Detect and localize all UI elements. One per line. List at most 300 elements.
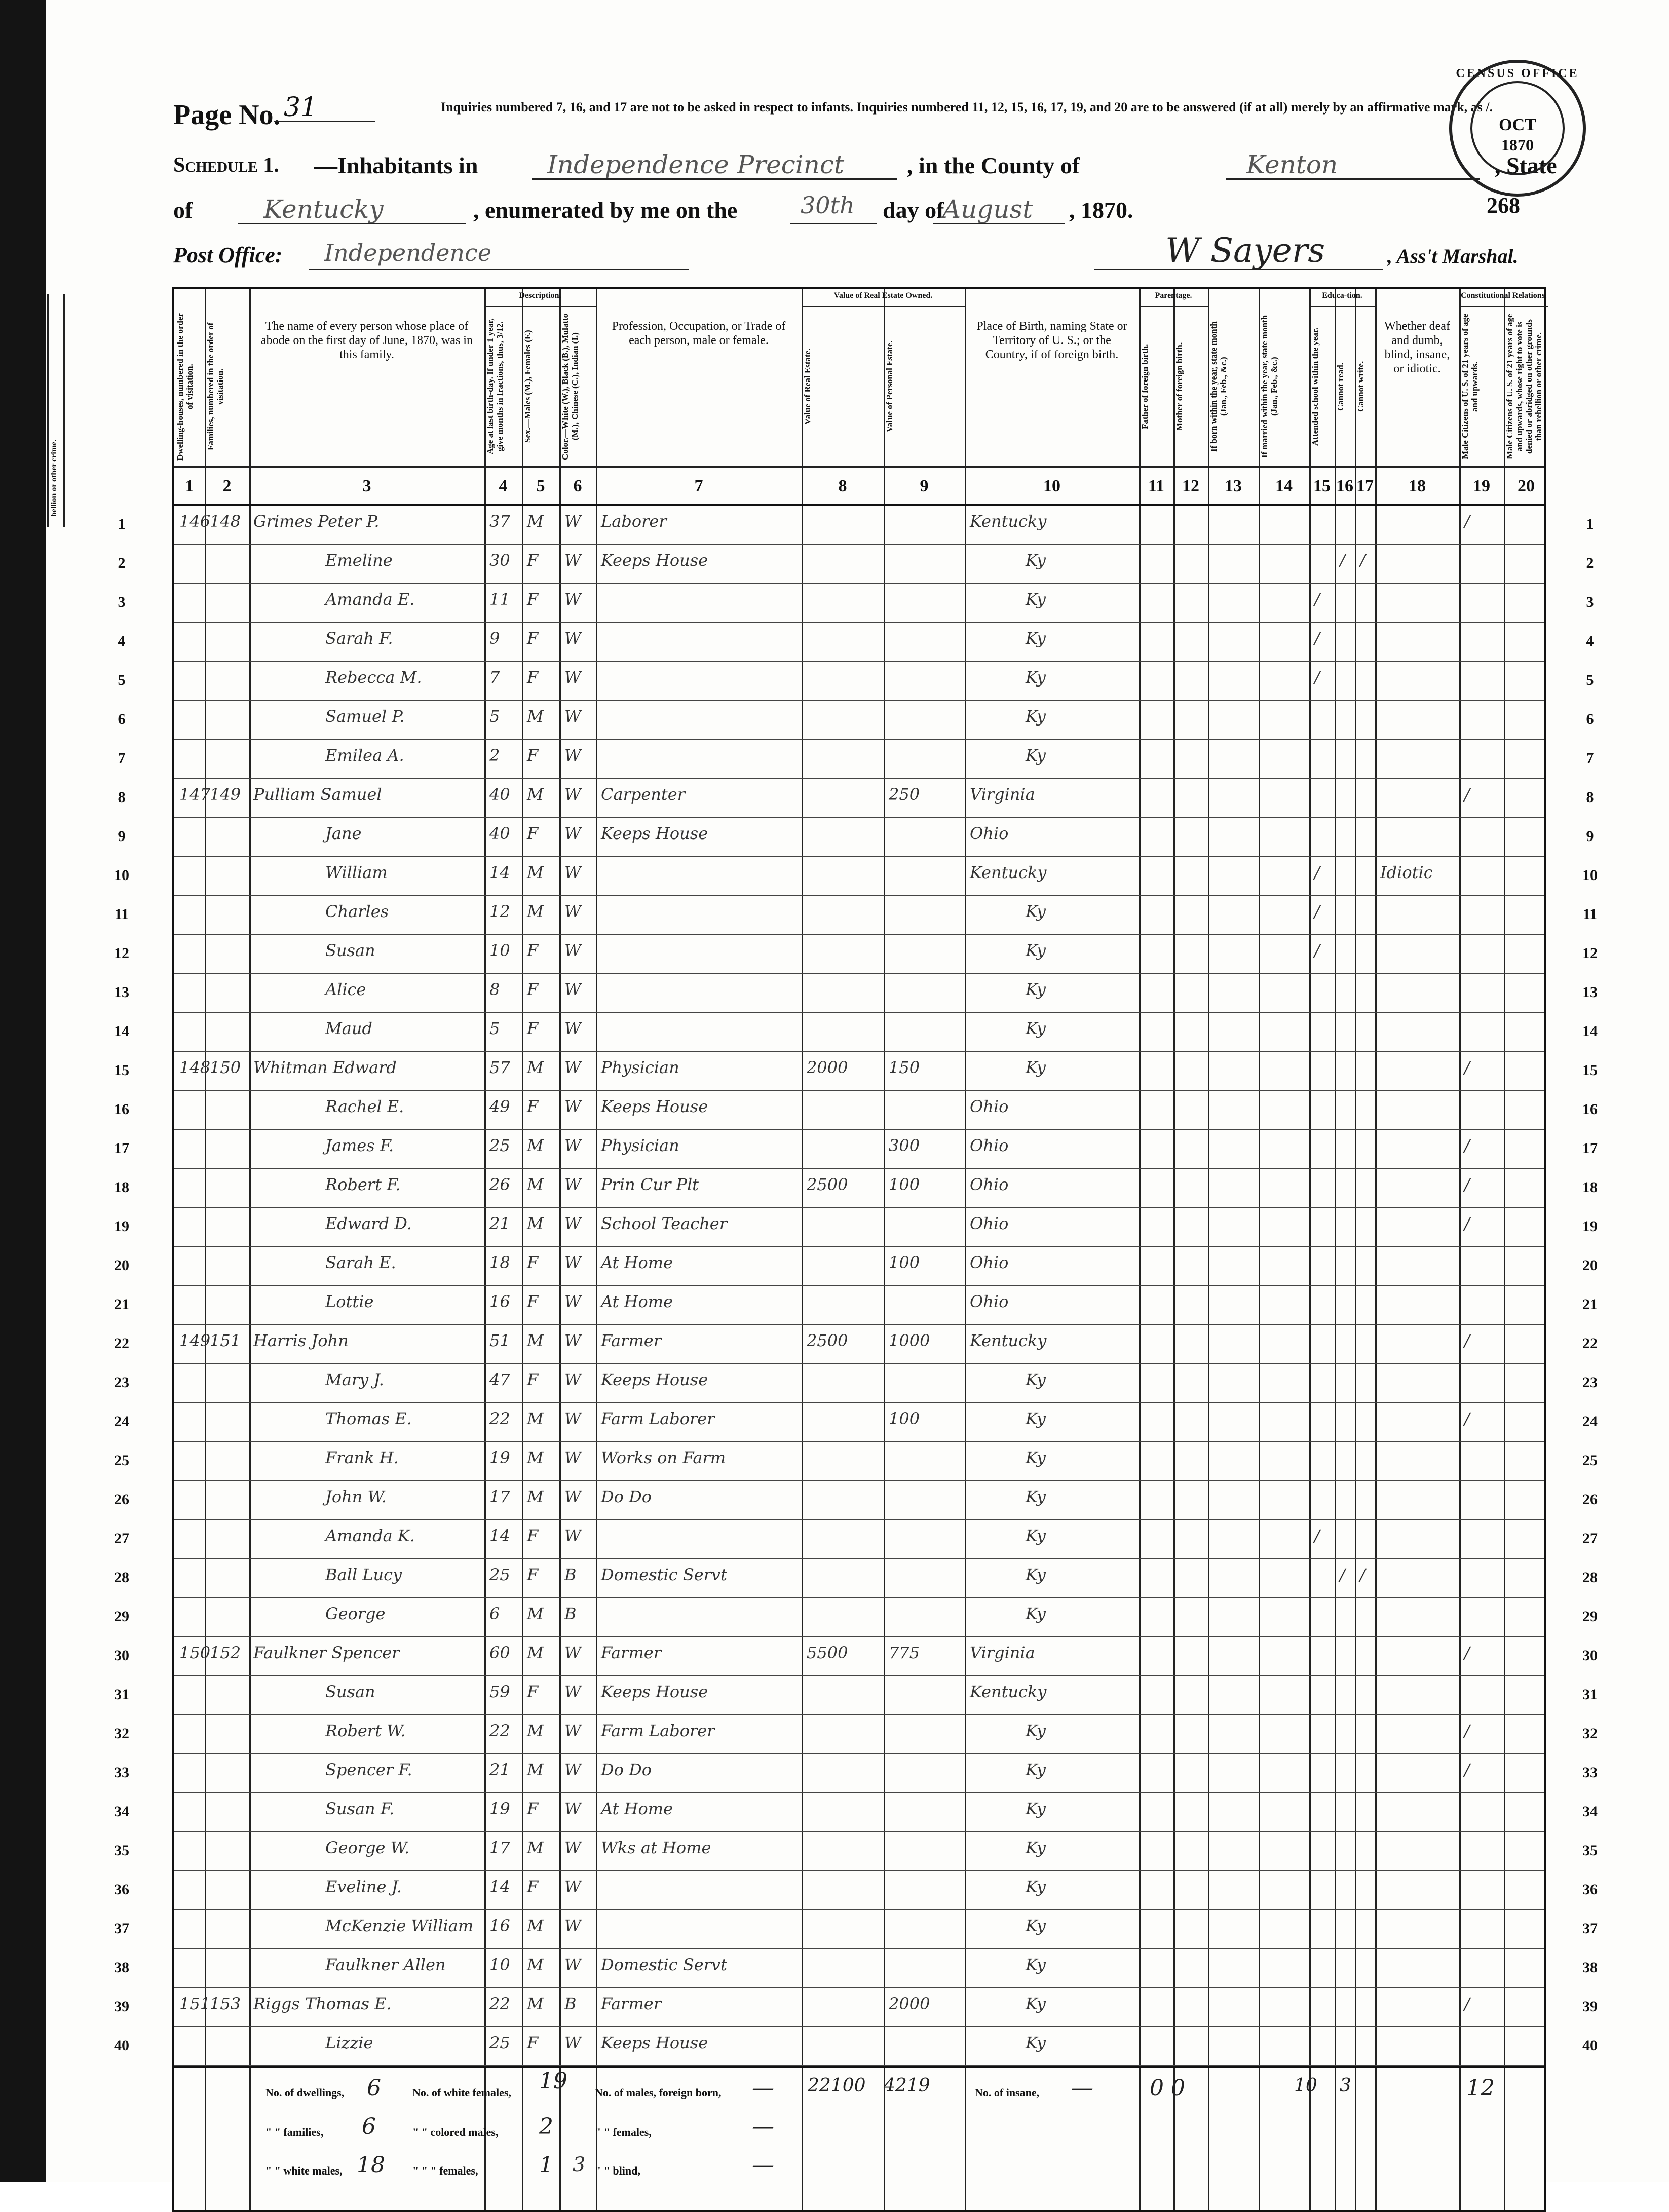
cell-family: 148 [210,512,241,531]
table-row [174,1052,1544,1091]
table-row [174,1754,1544,1793]
cell-write: / [1360,551,1365,570]
group-parentage: Parentage. [1139,292,1208,307]
cell-family: 149 [210,785,241,804]
cell-birthplace: Ky [1026,1916,1046,1935]
cell-birthplace: Ky [1026,902,1046,921]
table-row [174,1130,1544,1169]
cell-color: W [564,629,581,648]
table-row [174,1403,1544,1442]
cell-sex: M [527,1760,544,1779]
table-row [174,1637,1544,1676]
cell-sex: M [527,1721,544,1740]
cell-name: Rebecca M. [325,668,422,687]
cell-color: W [564,863,581,882]
county-value: Kenton [1246,150,1338,179]
cell-age: 5 [489,1019,500,1038]
column-number-19: 19 [1473,477,1490,495]
cell-sex: M [527,785,544,804]
cell-age: 37 [489,512,510,531]
right-line-number: 39 [1582,1998,1598,2015]
summary-foreign-females-label: " " females, [595,2126,652,2139]
left-line-number: 16 [114,1101,129,1118]
right-line-number: 24 [1582,1413,1598,1430]
cell-birthplace: Kentucky [970,512,1047,531]
cell-occupation: Domestic Servt [601,1955,727,1974]
column-number-4: 4 [499,477,508,495]
cell-citizen: / [1464,1214,1470,1233]
table-row [174,1910,1544,1949]
cell-age: 22 [489,1721,510,1740]
cell-name: Ball Lucy [325,1565,402,1584]
cell-age: 22 [489,1994,510,2013]
census-table [172,287,1546,2212]
table-row [174,1442,1544,1481]
table-row [174,623,1544,662]
cell-age: 14 [489,1877,510,1896]
column-number-3: 3 [362,477,371,495]
cell-name: Robert W. [325,1721,406,1740]
summary-foreign-born-label: No. of males, foreign born, [595,2086,722,2099]
table-row [174,662,1544,701]
right-line-number: 14 [1582,1023,1598,1040]
right-line-number: 4 [1586,633,1594,650]
cell-sex: M [527,1955,544,1974]
cell-citizen: / [1464,1643,1470,1662]
cell-color: B [564,1565,577,1584]
left-line-number: 21 [114,1296,129,1313]
cell-color: W [564,1799,581,1818]
right-line-number: 29 [1582,1608,1598,1625]
cell-occupation: Physician [601,1058,679,1077]
right-line-number: 2 [1586,555,1594,571]
stamped-page-number: 268 [1487,193,1520,218]
cell-occupation: Keeps House [601,1097,708,1116]
left-line-number: 36 [114,1881,129,1898]
cell-birthplace: Kentucky [970,1682,1047,1701]
left-line-number: 11 [114,906,129,923]
cell-sex: M [527,1058,544,1077]
cell-dwelling: 149 [179,1331,211,1350]
right-line-number: 8 [1586,789,1594,806]
cell-occupation: At Home [601,1799,673,1818]
cell-age: 19 [489,1448,510,1467]
cell-birthplace: Ky [1026,1994,1046,2013]
left-line-number: 10 [114,867,129,884]
cell-dwelling: 151 [179,1994,211,2013]
column-header-8: Value of Real Estate. [803,348,812,425]
right-line-number: 37 [1582,1920,1598,1937]
cell-color: W [564,1955,581,1974]
cell-occupation: Wks at Home [601,1838,711,1857]
cell-name: George [325,1604,386,1623]
cell-name: William [325,863,388,882]
column-number-8: 8 [838,477,847,495]
summary-parentage-totals: 0 0 [1150,2075,1185,2101]
cell-sex: F [527,2033,539,2052]
cell-color: W [564,1175,581,1194]
right-line-number: 13 [1582,984,1598,1001]
cell-age: 47 [489,1370,510,1389]
cell-birthplace: Ky [1026,1370,1046,1389]
cell-sex: F [527,629,539,648]
page-number: 31 [284,92,318,123]
post-office-label: Post Office: [173,243,283,268]
cell-age: 49 [489,1097,510,1116]
cell-citizen: / [1464,1994,1470,2013]
cell-school: / [1314,863,1320,882]
month-value: August [942,195,1033,224]
cell-color: W [564,980,581,999]
cell-age: 17 [489,1838,510,1857]
cell-color: W [564,941,581,960]
column-header-4: Age at last birth-day. If under 1 year, give months in fractions, thus, 3/12. [485,318,505,455]
cell-occupation: Farmer [601,1643,661,1662]
cell-birthplace: Ky [1026,1838,1046,1857]
column-header-11: Father of foreign birth. [1140,344,1150,430]
left-line-number: 29 [114,1608,129,1625]
cell-birthplace: Kentucky [970,863,1047,882]
cell-sex: M [527,863,544,882]
cell-name: Grimes Peter P. [253,512,380,531]
cell-name: Robert F. [325,1175,401,1194]
cell-sex: F [527,746,539,765]
cell-color: W [564,1682,581,1701]
cell-citizen: / [1464,1721,1470,1740]
left-line-number: 33 [114,1764,129,1781]
column-number-11: 11 [1148,477,1165,495]
summary-foreign-born: — [752,2075,774,2101]
right-line-number: 22 [1582,1335,1598,1352]
cell-sex: F [527,551,539,570]
left-line-number: 4 [118,633,126,650]
right-line-number: 25 [1582,1452,1598,1469]
right-line-number: 1 [1586,516,1594,532]
cell-color: W [564,1253,581,1272]
cell-personal: 100 [889,1253,920,1272]
cell-school: / [1314,941,1320,960]
right-line-number: 5 [1586,672,1594,689]
column-number-15: 15 [1313,477,1331,495]
summary-insane-label: No. of insane, [975,2086,1040,2099]
column-header-19: Male Citizens of U. S. of 21 years of age and upwards. [1460,314,1480,460]
left-line-number: 38 [114,1959,129,1976]
cell-birthplace: Ohio [970,1097,1009,1116]
cell-birthplace: Ky [1026,1877,1046,1896]
left-line-number: 1 [118,516,126,532]
left-line-number: 14 [114,1023,129,1040]
right-line-number: 33 [1582,1764,1598,1781]
cell-name: Faulkner Spencer [253,1643,400,1662]
cell-sex: F [527,1877,539,1896]
right-line-number: 23 [1582,1374,1598,1391]
right-line-number: 30 [1582,1647,1598,1664]
table-row [174,1598,1544,1637]
left-line-number: 12 [114,945,129,962]
summary-white-females: 19 [539,2068,567,2094]
right-line-number: 16 [1582,1101,1598,1118]
table-row [174,1559,1544,1598]
cell-birthplace: Ohio [970,824,1009,843]
left-line-number: 30 [114,1647,129,1664]
cell-birthplace: Ohio [970,1136,1009,1155]
cell-school: / [1314,902,1320,921]
cell-age: 9 [489,629,500,648]
left-line-number: 13 [114,984,129,1001]
right-line-number: 35 [1582,1842,1598,1859]
left-line-number: 37 [114,1920,129,1937]
cell-color: W [564,1760,581,1779]
column-header-20: Male Citizens of U. S. of 21 years of age and upwards, whose right to vote is denied or abridged on other grounds than rebellion or other crime. [1505,314,1543,460]
cell-color: W [564,1058,581,1077]
table-row [174,896,1544,935]
stamp-year: 1870 [1501,136,1534,154]
cell-color: W [564,902,581,921]
cell-occupation: Prin Cur Plt [601,1175,699,1194]
cell-sex: M [527,1214,544,1233]
right-line-number: 34 [1582,1803,1598,1820]
cell-occupation: Farmer [601,1331,661,1350]
cell-color: W [564,1214,581,1233]
cell-sex: F [527,1682,539,1701]
left-line-number: 20 [114,1257,129,1274]
cell-color: W [564,551,581,570]
day-value: 30th [801,192,855,219]
cell-sex: M [527,707,544,726]
cell-sex: F [527,668,539,687]
summary-real-total: 22100 [808,2075,866,2096]
right-line-number: 12 [1582,945,1598,962]
cell-name: Amanda K. [325,1526,415,1545]
summary-insane: — [1071,2075,1093,2101]
left-line-number: 28 [114,1569,129,1586]
cell-read: / [1340,1565,1345,1584]
month-line [933,223,1065,224]
cell-birthplace: Ohio [970,1175,1009,1194]
cell-color: W [564,512,581,531]
column-number-16: 16 [1336,477,1353,495]
left-line-number: 26 [114,1491,129,1508]
cell-family: 151 [210,1331,241,1350]
cell-sex: M [527,1916,544,1935]
summary-dwellings-label: No. of dwellings, [265,2086,345,2099]
column-header-16: Cannot read. [1336,362,1345,411]
page-number-label: Page No. [173,99,281,131]
cell-sex: F [527,1526,539,1545]
cell-sex: M [527,1604,544,1623]
cell-birthplace: Ky [1026,551,1046,570]
left-line-number: 25 [114,1452,129,1469]
left-line-number: 35 [114,1842,129,1859]
cell-birthplace: Virginia [970,785,1035,804]
table-row [174,1364,1544,1403]
cell-name: Alice [325,980,366,999]
right-line-number: 9 [1586,828,1594,845]
inquiries-note: Inquiries numbered 7, 16, and 17 are not to be asked in respect to infants. Inquiries numbered 11, 12, 15, 16, 17, 19, and 20 are to be answered (if at all) merely by an affirmative mark, as /. [441,100,1493,115]
cell-age: 40 [489,824,510,843]
cell-birthplace: Ky [1026,590,1046,609]
column-number-14: 14 [1275,477,1293,495]
cell-sex: F [527,1253,539,1272]
column-number-18: 18 [1409,477,1426,495]
table-row [174,1013,1544,1052]
cell-personal: 300 [889,1136,920,1155]
cell-birthplace: Ky [1026,1604,1046,1623]
cell-citizen: / [1464,1136,1470,1155]
cell-citizen: / [1464,785,1470,804]
day-line [790,223,877,224]
cell-birthplace: Ohio [970,1292,1009,1311]
table-row [174,1988,1544,2027]
cell-name: Emeline [325,551,393,570]
column-number-5: 5 [536,477,545,495]
county-line [1226,178,1480,180]
right-line-number: 27 [1582,1530,1598,1547]
cell-name: Samuel P. [325,707,405,726]
cell-age: 19 [489,1799,510,1818]
column-header-2: Families, numbered in the order of visitation. [206,322,225,451]
cell-occupation: Laborer [601,512,667,531]
cell-sex: F [527,824,539,843]
cell-name: McKenzie William [325,1916,474,1935]
right-line-number: 3 [1586,594,1594,611]
cell-color: W [564,824,581,843]
cell-sex: F [527,1370,539,1389]
marshal-label: , Ass't Marshal. [1387,245,1519,268]
cell-age: 12 [489,902,510,921]
table-row [174,1208,1544,1247]
cell-birthplace: Ky [1026,1019,1046,1038]
cell-personal: 775 [889,1643,920,1662]
cell-name: Charles [325,902,389,921]
cell-real: 2500 [807,1331,848,1350]
table-row [174,2027,1544,2066]
cell-age: 26 [489,1175,510,1194]
cell-age: 10 [489,941,510,960]
cell-name: Maud [325,1019,372,1038]
summary-citizens-total: 12 [1466,2075,1495,2101]
cell-sex: M [527,512,544,531]
cell-occupation: At Home [601,1292,673,1311]
table-row [174,1715,1544,1754]
cell-color: W [564,2033,581,2052]
summary-dwellings: 6 [367,2075,381,2101]
column-header-9: Value of Personal Estate. [885,340,894,433]
right-line-number: 7 [1586,750,1594,767]
right-line-number: 31 [1582,1686,1598,1703]
right-line-number: 36 [1582,1881,1598,1898]
cell-age: 16 [489,1916,510,1935]
table-row [174,818,1544,857]
table-row [174,1832,1544,1871]
cell-sex: M [527,1175,544,1194]
cell-color: W [564,1331,581,1350]
column-header-15: Attended school within the year. [1310,327,1320,446]
cell-sex: M [527,1487,544,1506]
group-description: Description. [484,292,596,307]
table-row [174,779,1544,818]
cell-school: / [1314,629,1320,648]
right-line-number: 10 [1582,867,1598,884]
census-office-stamp [1449,60,1586,197]
summary-personal-total: 4219 [884,2075,930,2096]
table-row [174,545,1544,584]
cell-age: 6 [489,1604,500,1623]
table-row [174,1325,1544,1364]
cell-citizen: / [1464,1409,1470,1428]
table-row [174,1286,1544,1325]
cell-name: Pulliam Samuel [253,785,382,804]
group-constitutional: Constitutional Relations. [1459,292,1548,307]
column-number-12: 12 [1182,477,1199,495]
right-line-number: 28 [1582,1569,1598,1586]
cell-name: Thomas E. [325,1409,412,1428]
right-line-number: 11 [1582,906,1598,923]
table-row [174,974,1544,1013]
right-line-number: 18 [1582,1179,1598,1196]
cell-sex: F [527,1799,539,1818]
column-header-1: Dwelling-houses, numbered in the order of visitation. [175,313,195,461]
left-line-number: 9 [118,828,126,845]
cell-name: Susan [325,941,375,960]
cell-age: 30 [489,551,510,570]
cell-age: 16 [489,1292,510,1311]
cell-age: 57 [489,1058,510,1077]
cell-color: W [564,785,581,804]
left-line-number: 31 [114,1686,129,1703]
column-header-13: If born within the year, state month (Jan., Feb., &c.) [1209,321,1228,452]
summary-cannot-read-total: 3 [1340,2075,1351,2096]
cell-sex: F [527,941,539,960]
cell-sex: M [527,1448,544,1467]
right-line-number: 32 [1582,1725,1598,1742]
table-row [174,1676,1544,1715]
cell-name: James F. [325,1136,394,1155]
cell-personal: 250 [889,785,920,804]
column-header-14: If married within the year, state month (Jan., Feb., &c.) [1260,315,1279,459]
cell-name: Amanda E. [325,590,415,609]
cell-sex: M [527,1409,544,1428]
cell-birthplace: Ky [1026,1487,1046,1506]
column-header-18: Whether deaf and dumb, blind, insane, or idiotic. [1384,320,1450,375]
cell-birthplace: Ky [1026,980,1046,999]
summary-colored-males-label: " " colored males, [412,2126,499,2139]
cell-color: W [564,1877,581,1896]
stamp-month: OCT [1499,116,1536,134]
post-office-value: Independence [324,239,492,266]
cell-birthplace: Ky [1026,1760,1046,1779]
cell-personal: 150 [889,1058,920,1077]
left-line-number: 5 [118,672,126,689]
left-line-number: 39 [114,1998,129,2015]
summary-families-label: " " families, [265,2126,324,2139]
cell-birthplace: Ky [1026,707,1046,726]
cell-personal: 100 [889,1409,920,1428]
right-line-number: 40 [1582,2037,1598,2054]
cell-birthplace: Ky [1026,1565,1046,1584]
left-line-number: 2 [118,555,126,571]
cell-occupation: Keeps House [601,551,708,570]
group-education: Educa-tion. [1309,292,1375,307]
cell-occupation: Farm Laborer [601,1721,715,1740]
summary-colored-males: 2 [539,2114,553,2140]
column-number-10: 10 [1043,477,1060,495]
state-label: , State [1495,152,1557,178]
left-line-number: 3 [118,594,126,611]
cell-color: W [564,1721,581,1740]
cell-age: 25 [489,1136,510,1155]
cell-occupation: Keeps House [601,1370,708,1389]
